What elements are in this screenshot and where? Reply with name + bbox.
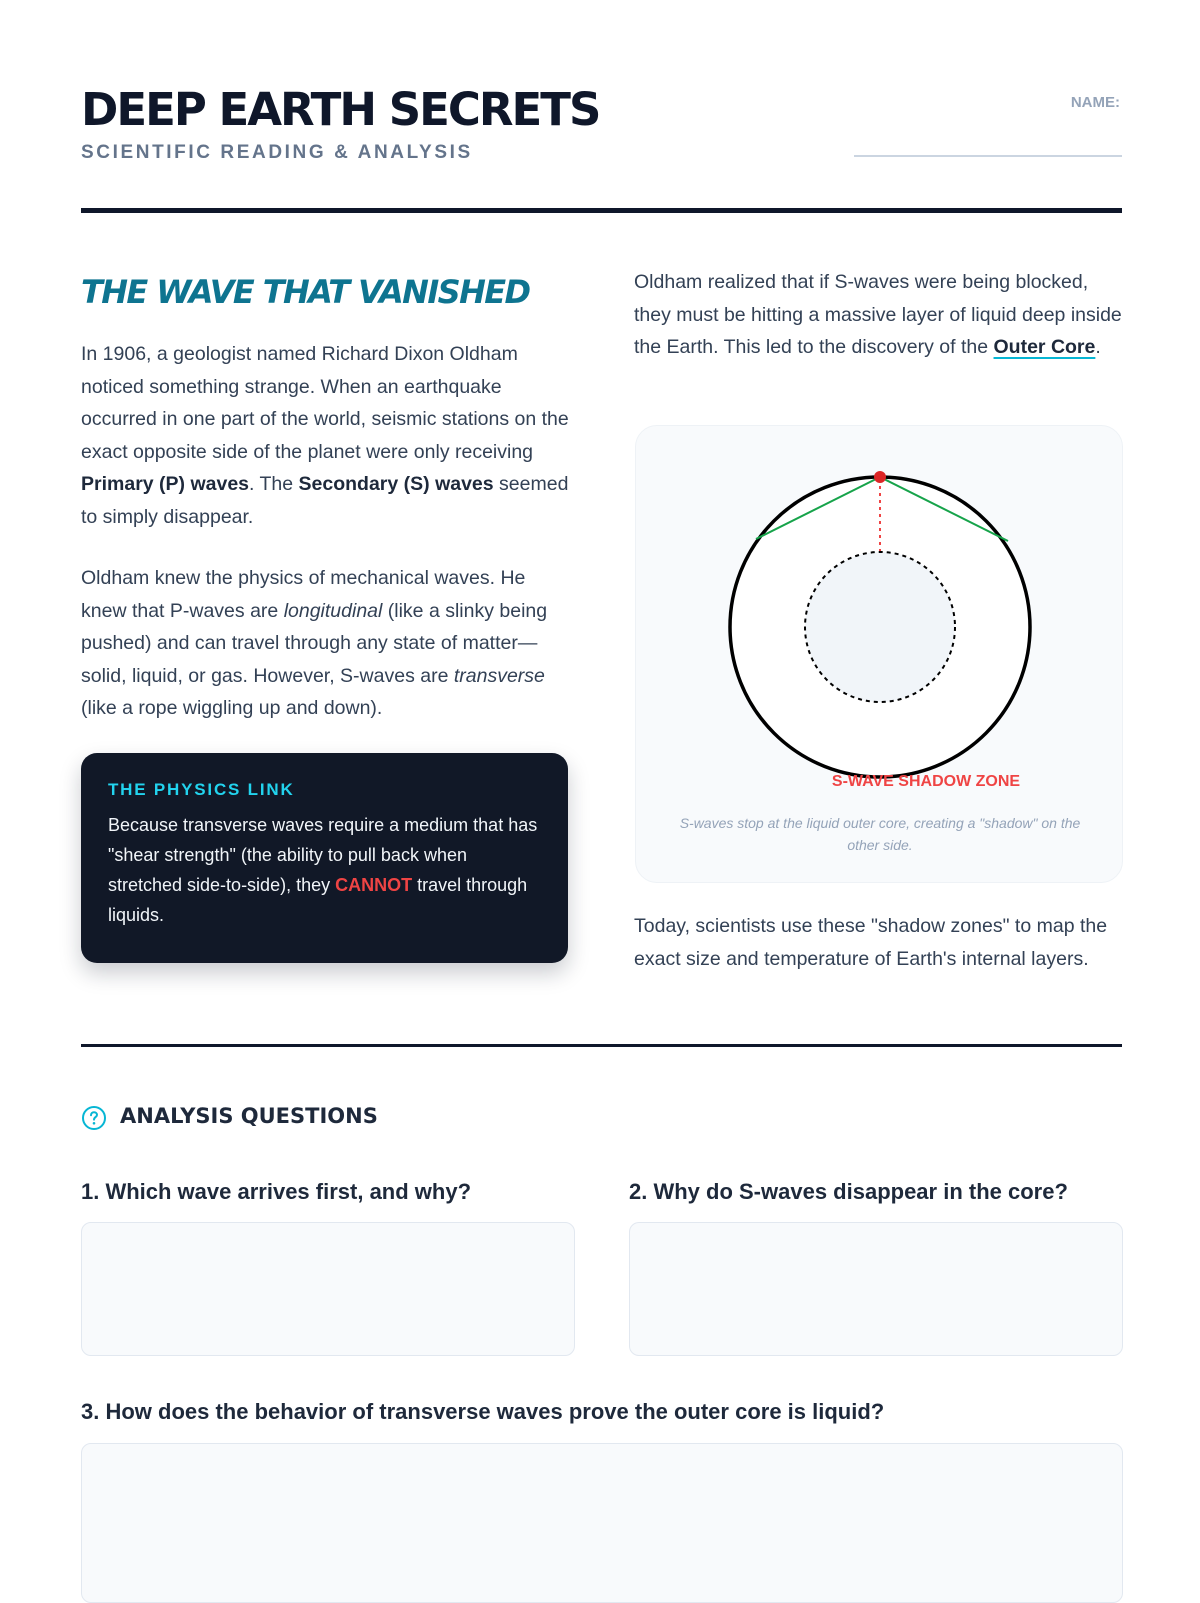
physics-link-text	[108, 810, 541, 930]
p2-text-c: (like a slinky being pushed) and can travel through any state of matter—solid, liquid, or gas. However, S-waves are	[81, 599, 548, 687]
question-3: 3. How does the behavior of transverse waves prove the outer core is liquid?	[81, 1399, 885, 1424]
p1-text-a: In 1906, a geologist named Richard Dixon Oldham noticed something strange. When an earthquake occurred in one part of the world, seismic stations on the exact opposite side of the planet were only receiving	[81, 343, 569, 463]
p1-primary-waves: Primary (P) waves	[81, 473, 250, 495]
physics-link-callout	[81, 753, 568, 963]
name-field-line[interactable]	[854, 155, 1122, 157]
p2-text-e: (like a rope wiggling up and down).	[81, 697, 383, 719]
outer-core-link[interactable]: Outer Core	[993, 336, 1096, 358]
header-divider	[81, 208, 1122, 213]
physics-text-a: Because transverse waves require a medium that has "shear strength" (the ability to pull back when stretched side-to-side), they	[108, 815, 538, 895]
cannot-emphasis: CANNOT	[335, 875, 413, 895]
article-paragraph-4: Today, scientists use these "shadow zones" to map the exact size and temperature of Earth's internal layers.	[634, 915, 1108, 970]
shadow-zone-label: S-WAVE SHADOW ZONE	[831, 773, 1021, 790]
answer-box-1[interactable]	[81, 1222, 575, 1356]
question-2: 2. Why do S-waves disappear in the core?	[629, 1179, 1068, 1204]
physics-link-title: THE PHYSICS LINK	[108, 780, 295, 799]
analysis-questions-heading: ANALYSIS QUESTIONS	[120, 1104, 378, 1128]
p3-text-c: .	[1095, 336, 1101, 358]
p1-text-e: seemed to simply disappear.	[81, 473, 569, 528]
answer-box-3[interactable]	[81, 1443, 1123, 1603]
page-title: DEEP EARTH SECRETS	[81, 83, 600, 136]
outer-core-circle	[805, 552, 955, 702]
article-paragraph-1	[81, 338, 571, 533]
section-divider	[81, 1044, 1122, 1047]
answer-box-2[interactable]	[629, 1222, 1123, 1356]
question-circle-icon	[81, 1105, 107, 1131]
article-paragraph-2	[81, 562, 571, 725]
article-heading: THE WAVE THAT VANISHED	[81, 273, 530, 311]
p2-transverse: transverse	[453, 664, 545, 687]
epicenter-dot	[874, 471, 886, 483]
diagram-caption: S-waves stop at the liquid outer core, creating a "shadow" on the other side.	[679, 815, 1081, 853]
p1-text-c: . The	[249, 473, 299, 495]
page-subtitle: SCIENTIFIC READING & ANALYSIS	[81, 142, 473, 163]
question-1: 1. Which wave arrives first, and why?	[81, 1179, 472, 1204]
p2-text-a: Oldham knew the physics of mechanical waves. He knew that P-waves are	[81, 567, 526, 622]
p2-longitudinal: longitudinal	[283, 599, 383, 622]
physics-text-b: travel through liquids.	[108, 875, 528, 925]
shadow-zone-diagram-card	[635, 425, 1123, 883]
name-label: NAME:	[1070, 94, 1120, 111]
p1-secondary-waves: Secondary (S) waves	[298, 473, 494, 495]
article-paragraph-3	[634, 266, 1126, 364]
p3-text-a: Oldham realized that if S-waves were being blocked, they must be hitting a massive layer of liquid deep inside the Earth. This led to the discovery of the	[634, 271, 1122, 358]
